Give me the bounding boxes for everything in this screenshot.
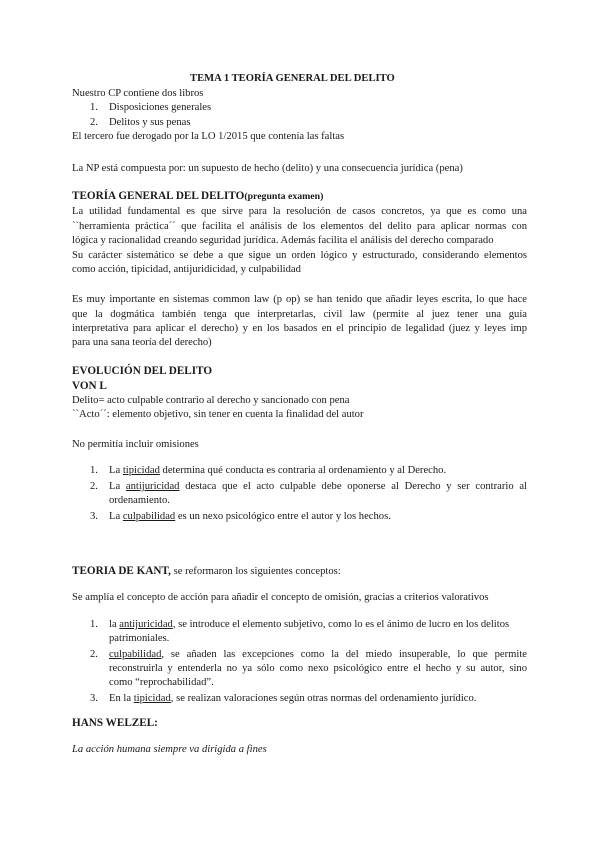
list-item-pre: La	[109, 511, 123, 522]
definition-line: Delito= acto culpable contrario al derecho y sancionado con pena	[72, 395, 350, 406]
list-number: 1.	[90, 619, 98, 630]
subheading: VON L	[72, 380, 107, 392]
list-item-continuation: patrimoniales.	[109, 633, 170, 644]
list-item-continuation: ordenamiento.	[109, 495, 170, 506]
list-item-post: destaca que el acto culpable debe oponerse al Derecho y ser contrario al	[179, 481, 527, 492]
paragraph-line: No permitía incluir omisiones	[72, 439, 199, 450]
heading-note: (pregunta examen)	[244, 191, 324, 202]
list-number: 2.	[90, 117, 98, 128]
list-item: Disposiciones generales	[109, 102, 212, 113]
term: antijuricidad	[125, 481, 180, 492]
paragraph-line: que la dogmática también tenga que interpretarlas, civil law (permite al juez tener una guía	[72, 309, 527, 320]
heading-text: TEORIA DE KANT,	[72, 565, 171, 577]
list-number: 1.	[90, 102, 98, 113]
list-item-post: , se realizan valoraciones según otras normas del ordenamiento jurídico.	[170, 693, 477, 704]
list-item	[109, 692, 476, 706]
np-line: La NP está compuesta por: un supuesto de hecho (delito) y una consecuencia jurídica (pena)	[72, 163, 463, 174]
paragraph-line: ``herramienta práctica´´ que facilita el análisis de los elementos del delito para aplicar normas con	[72, 221, 527, 232]
list-item	[109, 648, 527, 662]
term: culpabilidad	[122, 511, 176, 522]
list-item-post: es un nexo psicológico entre el autor y los hechos.	[175, 511, 391, 522]
heading-rest: se reformaron los siguientes conceptos:	[170, 566, 341, 577]
intro-line: Nuestro CP contiene dos libros	[72, 88, 204, 99]
list-item-continuation: como “reprochabilidad”.	[109, 677, 214, 688]
list-item-post: , se introduce el elemento subjetivo, como lo es el ánimo de lucro en los delitos	[172, 619, 510, 630]
list-item-pre: la	[109, 619, 120, 630]
quote-line: La acción humana siempre va dirigida a fines	[72, 744, 267, 755]
page-title: TEMA 1 TEORÍA GENERAL DEL DELITO	[190, 73, 395, 84]
term: antijuricidad	[119, 619, 173, 630]
section-heading: EVOLUCIÓN DEL DELITO	[72, 365, 213, 377]
paragraph-line: para una sana teoría del derecho)	[72, 337, 212, 348]
paragraph-line: lógica y racionalidad creando seguridad jurídica. Además facilita el análisis del derecho comparado	[72, 235, 494, 246]
list-item-pre: La	[109, 465, 123, 476]
list-number: 1.	[90, 465, 98, 476]
list-number: 3.	[90, 693, 98, 704]
section-heading	[72, 564, 341, 579]
list-item	[109, 464, 446, 478]
list-number: 2.	[90, 481, 98, 492]
list-number: 3.	[90, 511, 98, 522]
list-item-post: , se añaden las excepciones como la del miedo insuperable, lo que permite	[161, 649, 527, 660]
definition-line: ``Acto´´: elemento objetivo, sin tener en cuenta la finalidad del autor	[72, 409, 364, 420]
term: culpabilidad	[109, 649, 162, 660]
section-heading	[72, 189, 323, 204]
list-item-pre: En la	[109, 693, 134, 704]
paragraph-line: Es muy importante en sistemas common law (p op) se han tenido que añadir leyes escrita, lo que hace	[72, 294, 527, 305]
list-item-pre: La	[109, 481, 126, 492]
paragraph-line: Se amplía el concepto de acción para añadir el concepto de omisión, gracias a criterios valorativos	[72, 592, 489, 603]
paragraph-line: La utilidad fundamental es que sirve para la resolución de casos concretos, ya que es como una	[72, 206, 527, 217]
list-item	[109, 480, 527, 494]
list-item	[109, 618, 509, 632]
list-item-post: determina qué conducta es contraria al ordenamiento y al Derecho.	[159, 465, 447, 476]
list-item: Delitos y sus penas	[109, 117, 191, 128]
list-item-continuation: reconstruirla y entenderla no ya sólo como nexo psicológico entre el hecho y su autor, sino	[109, 663, 527, 674]
list-number: 2.	[90, 649, 98, 660]
section-heading: HANS WELZEL:	[72, 717, 158, 729]
term: tipicidad	[122, 465, 160, 476]
paragraph-line: interpretativa para aplicar el derecho) y en los basados en el principio de legalidad (juez y leyes imp	[72, 323, 527, 334]
heading-text: TEORÍA GENERAL DEL DELITO	[72, 190, 245, 202]
intro-line: El tercero fue derogado por la LO 1/2015 que contenía las faltas	[72, 131, 345, 142]
list-item	[109, 510, 391, 524]
term: tipicidad	[133, 693, 171, 704]
paragraph-line: Su carácter sistemático se debe a que sigue un orden lógico y estructurado, considerando elementos	[72, 250, 527, 261]
paragraph-line: como acción, tipicidad, antijuridicidad, y culpabilidad	[72, 264, 301, 275]
